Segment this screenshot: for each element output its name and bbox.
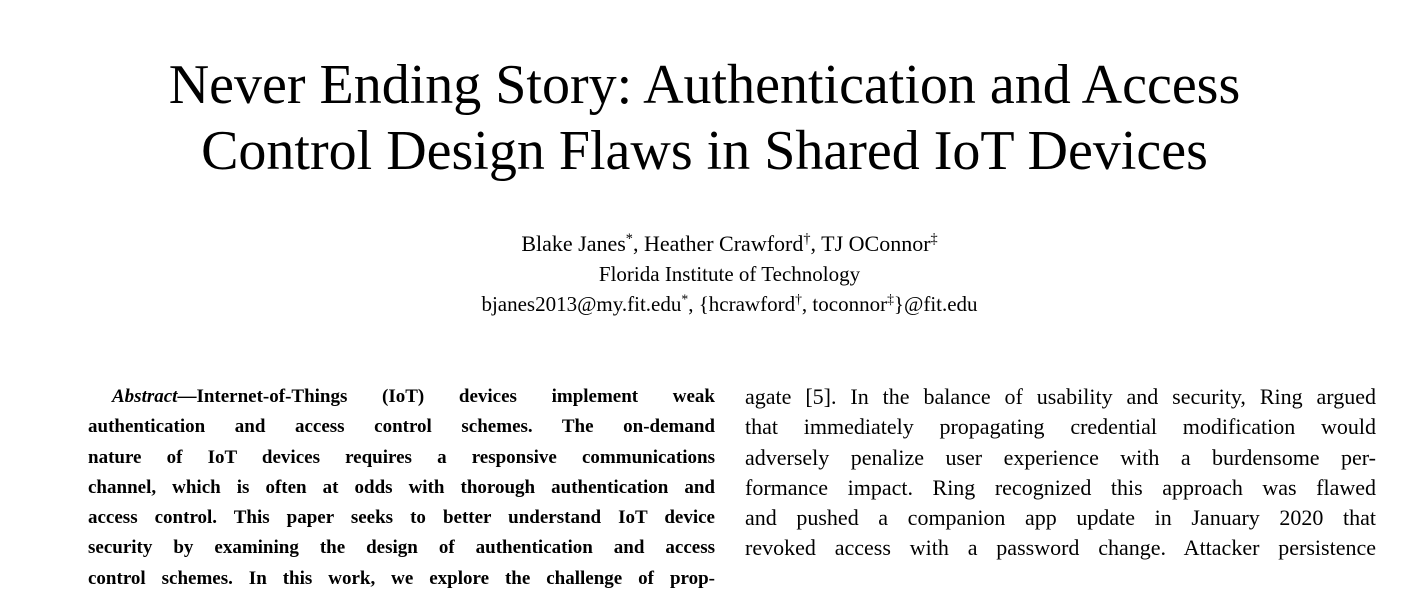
body-line: revoked access with a password change. Attacker persistence	[745, 535, 1376, 561]
author-block	[0, 229, 1409, 319]
abstract-line: access control. This paper seeks to better understand IoT device	[88, 507, 715, 529]
email-middle: , toconnor	[801, 292, 888, 316]
abstract-line	[88, 382, 715, 412]
abstract-line: control schemes. In this work, we explore the challenge of prop-	[88, 567, 715, 589]
author-3-name: TJ OConnor	[821, 231, 931, 256]
abstract-line: authentication and access control schemes. The on-demand	[88, 416, 715, 438]
author-3-mark: ‡	[930, 231, 938, 248]
paper-title-line-2: Control Design Flaws in Shared IoT Devices	[201, 120, 1208, 182]
paper-title	[0, 52, 1409, 184]
body-line: that immediately propagating credential modification would	[745, 414, 1376, 440]
author-2-mark: †	[803, 231, 811, 248]
abstract-line: channel, which is often at odds with thorough authentication and	[88, 476, 715, 498]
body-line: and pushed a companion app update in January 2020 that	[745, 505, 1376, 531]
body-line: agate [5]. In the balance of usability and security, Ring argued	[745, 384, 1376, 409]
author-2-name: Heather Crawford	[643, 231, 804, 256]
email-separator: , {hcrawford	[688, 292, 796, 316]
abstract-line-text: Internet-of-Things (IoT) devices implement weak	[196, 386, 715, 407]
author-emails	[0, 289, 1409, 319]
author-affiliation: Florida Institute of Technology	[598, 262, 861, 286]
author-separator-1: ,	[632, 231, 644, 256]
author-1-mark: *	[625, 231, 633, 248]
abstract-line: nature of IoT devices requires a responsive communications	[88, 446, 715, 468]
email-1: bjanes2013@my.fit.edu	[481, 292, 682, 316]
author-separator-2: ,	[810, 231, 822, 256]
author-names	[0, 229, 1409, 259]
body-text-column-right	[745, 382, 1376, 564]
email-3-mark: ‡	[887, 291, 894, 307]
body-line: formance impact. Ring recognized this approach was flawed	[745, 474, 1376, 500]
abstract-column	[88, 382, 715, 594]
abstract-label: Abstract	[112, 386, 178, 407]
author-1-name: Blake Janes	[521, 231, 626, 256]
email-2-mark: †	[795, 291, 802, 307]
abstract-dash: —	[177, 386, 197, 407]
email-domain: }@fit.edu	[893, 292, 978, 316]
email-1-mark: *	[681, 291, 689, 307]
paper-title-line-1: Never Ending Story: Authentication and Access	[168, 54, 1241, 116]
abstract-line: security by examining the design of authentication and access	[88, 537, 715, 559]
body-line: adversely penalize user experience with a burdensome per-	[745, 444, 1376, 470]
